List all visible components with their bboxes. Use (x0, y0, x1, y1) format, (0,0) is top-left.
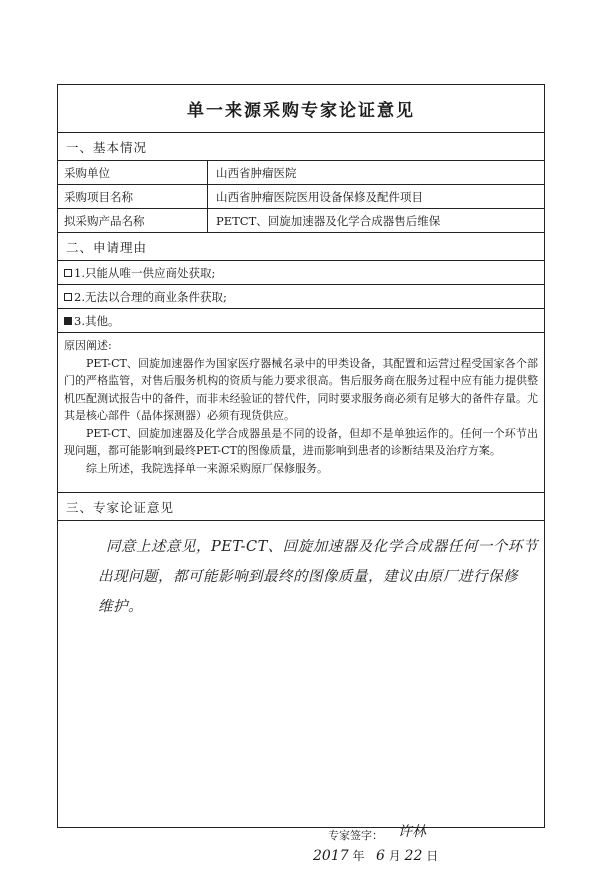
project-name-label: 采购项目名称 (58, 185, 208, 208)
checkbox-2[interactable] (64, 293, 72, 301)
reason-block (58, 333, 544, 493)
section-opinion-header: 三、专家论证意见 (58, 493, 544, 521)
purchasing-unit-label: 采购单位 (58, 161, 208, 184)
option-3 (58, 309, 544, 333)
purchasing-unit-value: 山西省肿瘤医院 (216, 165, 297, 180)
signature: 许林 (398, 824, 426, 840)
date-year: 2017 (313, 848, 349, 864)
signature-label: 专家签字： (328, 829, 383, 842)
reason-label: 原因阐述: (64, 339, 112, 352)
signature-date (313, 847, 438, 864)
checkbox-1[interactable] (64, 269, 72, 277)
option-1 (58, 261, 544, 285)
reason-paragraph-2: PET-CT、回旋加速器及化学合成器虽是不同的设备，但却不是单独运作的。任何一个环节出现问题，都可能影响到最终PET-CT的图像质量，进而影响到患者的诊断结果及治疗方案。 (64, 426, 538, 457)
option-3-label: 3.其他。 (74, 313, 120, 328)
date-year-unit: 年 (352, 849, 365, 863)
form-title: 单一来源采购专家论证意见 (58, 85, 544, 133)
section-reason-header: 二、申请理由 (58, 233, 544, 261)
date-day: 22 (404, 848, 423, 864)
product-name-label: 拟采购产品名称 (58, 209, 208, 232)
handwritten-line-2: 出现问题，都可能影响到最终的图像质量，建议由原厂进行保修 (98, 569, 518, 585)
handwritten-line-1: 同意上述意见，PET-CT、回旋加速器及化学合成器任何一个环节 (106, 539, 538, 555)
product-name-value: PETCT、回旋加速器及化学合成器售后维保 (216, 213, 441, 228)
reason-paragraph-3: 综上所述，我院选择单一来源采购原厂保修服务。 (86, 461, 328, 475)
opinion-block (58, 521, 544, 873)
purchasing-unit-row (58, 161, 544, 185)
project-name-value: 山西省肿瘤医院医用设备保修及配件项目 (216, 189, 423, 204)
handwritten-line-3: 维护。 (98, 599, 143, 615)
date-month: 6 (375, 848, 385, 864)
reason-paragraph-1: PET-CT、回旋加速器作为国家医疗器械名录中的甲类设备，其配置和运营过程受国家各个部门的严格监管，对售后服务机构的资质与能力要求很高。售后服务商在服务过程中应有能力提供整机匹配测试报告中的备件，而非未经验证的替代件，同时要求服务商必须有足够大的备件存量。尤其是核心部件（晶体探测器）必须有现货供应。 (64, 356, 538, 422)
option-2 (58, 285, 544, 309)
date-month-unit: 月 (388, 849, 401, 863)
product-name-row (58, 209, 544, 233)
date-day-unit: 日 (426, 849, 439, 863)
project-name-row (58, 185, 544, 209)
option-2-label: 2.无法以合理的商业条件获取; (74, 289, 227, 304)
section-basic-info-header: 一、基本情况 (58, 133, 544, 161)
checkbox-3-checked[interactable] (64, 317, 72, 325)
expert-opinion-form (57, 84, 545, 864)
option-1-label: 1.只能从唯一供应商处获取; (74, 265, 216, 280)
